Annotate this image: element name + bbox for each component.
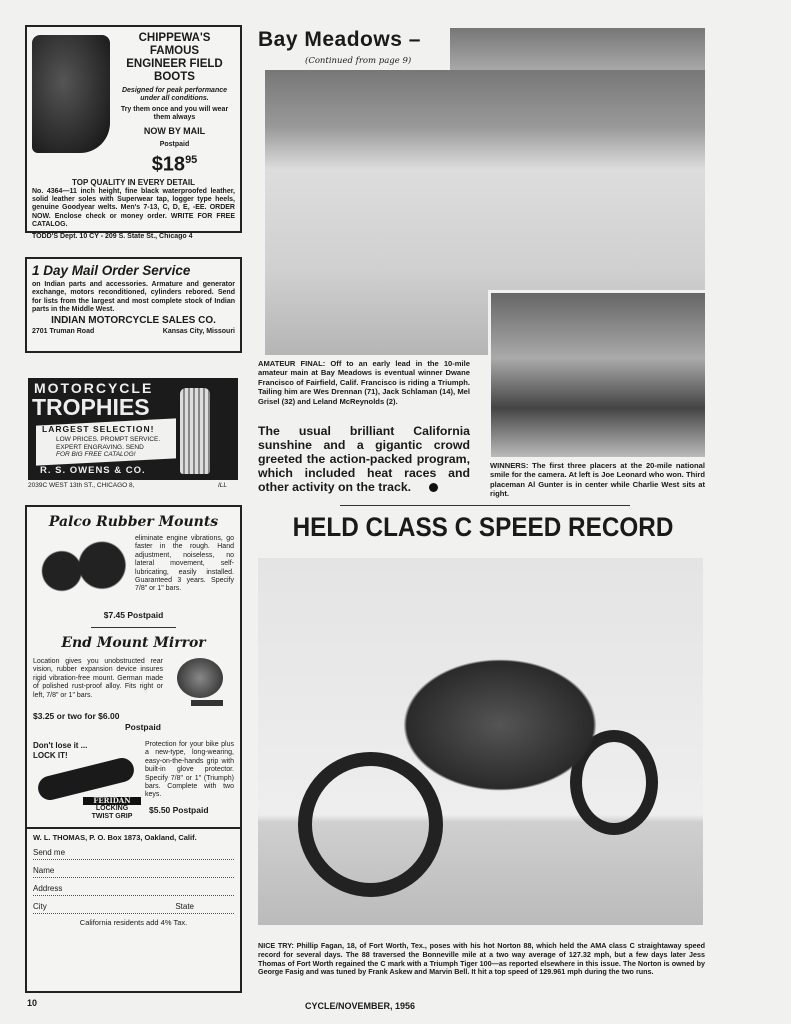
rubber-mounts-image — [33, 535, 129, 607]
form-label: Send me — [33, 848, 66, 857]
end-mark — [429, 483, 438, 492]
divider — [91, 627, 176, 628]
ad-body: on Indian parts and accessories. Armature and generator exchange, motors reconditioned, cylinders rebored. Send for lists from the largest and most complete stock of Indian parts in the Middle West. — [32, 281, 235, 314]
chippewa-boots-ad — [25, 25, 242, 240]
ad-headline: Don't lose it ... LOCK IT! — [33, 741, 88, 760]
form-field-send-me[interactable] — [33, 842, 234, 860]
article-title: Bay Meadows – — [258, 28, 421, 51]
form-label: City — [33, 902, 47, 911]
ad-body: Protection for your bike plus a new-type, long-wearing, easy-on-the-hands grip with built-in glove protector. Specify 7/8" or 1" (Triumph) bars. Complete with two keys. — [145, 741, 234, 799]
form-field-name[interactable] — [33, 860, 234, 878]
ad-ribbon: LARGEST SELECTION! — [42, 424, 155, 434]
photo-caption: AMATEUR FINAL: Off to an early lead in the 10-mile amateur main at Bay Meadows is eventual winner Dwane Francisco of Fairfield, Calif. Francisco is riding a Triumph. Tailing him are Wes Drennan (71), Jack Schlaman (14), Mel Grisel (32) and Leland McReynolds (2). — [258, 359, 470, 406]
ad-price: $7.45 Postpaid — [103, 610, 164, 620]
ad-address: TODD'S Dept. 10 CY - 209 S. State St., Chicago 4 — [32, 232, 193, 240]
grip-name: TWIST GRIP — [91, 813, 133, 820]
indian-parts-ad — [25, 257, 242, 353]
ad-address: W. L. THOMAS, P. O. Box 1873, Oakland, Calif. — [33, 833, 197, 842]
ad-body: No. 4364—11 inch height, fine black waterproofed leather, solid leather soles with Superwear tap, logger type heels, genuine Goodyear welts. Men's 7-13, C, D, E, -EE. ORDER NOW. Enclose check or money order. WRITE FOR FREE CATALOG. — [32, 187, 235, 229]
ad-title: CHIPPEWA'S FAMOUS — [138, 32, 211, 57]
ad-city: Kansas City, Missouri — [162, 327, 235, 335]
ad-body: FOR BIG FREE CATALOG! — [56, 451, 136, 458]
motorcycle-body — [390, 650, 610, 800]
ad-body: Location gives you unobstructed rear vision, rubber expansion device insures rigid vibration-free mount. German made of polished rust-proof alloy. Fits right or left, 7/8" or 1" bars. — [33, 658, 163, 699]
ad-price: $5.50 Postpaid — [149, 804, 209, 815]
magazine-footer: CYCLE/NOVEMBER, 1956 — [305, 1001, 416, 1011]
ad-tagline: Designed for peak performance under all conditions. — [121, 87, 228, 102]
ad-postpaid: Postpaid — [159, 141, 190, 148]
form-field-address[interactable] — [33, 878, 234, 896]
winners-photo — [488, 290, 705, 457]
ad-title: TROPHIES — [32, 394, 150, 420]
form-label: Name — [33, 866, 55, 875]
ad-address: 2039C WEST 13th ST., CHICAGO 8, — [28, 482, 135, 489]
photo-caption: WINNERS: The first three placers at the 20-mile national smile for the camera. At left is Joe Leonard who won. Third placeman Al Gunter is in center while Charlie West sits at right. — [490, 461, 705, 499]
ad-tagline: Try them once and you will wear them always — [120, 106, 229, 121]
ad-price: $3.25 or two for $6.00 — [33, 711, 120, 721]
ad-title: 1 Day Mail Order Service — [32, 263, 191, 278]
continued-note: (Continued from page 9) — [305, 56, 412, 66]
trophies-ad — [28, 378, 238, 494]
race-photo-amateur-final — [450, 28, 705, 72]
divider — [340, 505, 630, 506]
ad-price — [114, 149, 235, 176]
form-field-city-state[interactable] — [33, 896, 234, 914]
grip-name: LOCKING — [95, 805, 129, 812]
form-label: Address — [33, 884, 63, 893]
page-number: 10 — [27, 998, 38, 1008]
price-dollars: $18 — [151, 153, 186, 176]
article-body-block — [258, 424, 470, 494]
form-label: State — [175, 902, 194, 911]
ad-company: R. S. OWENS & CO. — [40, 465, 146, 476]
ad-now-by-mail: NOW BY MAIL — [143, 126, 206, 136]
ad-tax-note: California residents add 4% Tax. — [79, 918, 188, 927]
ad-title: Palco Rubber Mounts — [48, 514, 219, 530]
ad-company: INDIAN MOTORCYCLE SALES CO. — [51, 314, 216, 326]
trophy-image — [180, 388, 210, 474]
ad-postpaid: Postpaid — [125, 722, 161, 732]
ad-title: MOTORCYCLE — [34, 380, 154, 396]
price-cents: 95 — [185, 154, 198, 166]
ad-state: ILL — [218, 482, 228, 489]
ad-body: EXPERT ENGRAVING. SEND — [56, 443, 144, 451]
ad-subhead: TOP QUALITY IN EVERY DETAIL — [72, 177, 195, 187]
section-headline: HELD CLASS C SPEED RECORD — [292, 512, 674, 542]
ad-body: LOW PRICES. PROMPT SERVICE. — [56, 436, 161, 443]
photo-caption: NICE TRY: Phillip Fagan, 18, of Fort Worth, Tex., poses with his hot Norton 88, which held the AMA class C straightaway speed record for several days. The 88 traversed the Bonneville mile at a two way average of 127.32 mph, but a few days later Jess Thomas of Fort Worth regained the C mark with a Triumph Tiger 100—as reported elsewhere in this issue. The Norton is owned by George Fasig and was tuned by Frank Askew and Marvin Bell. It hit a top speed of 129.961 mph during the two runs. — [258, 941, 705, 977]
thomas-accessories-ad — [25, 505, 242, 993]
ad-title: ENGINEER FIELD BOOTS — [126, 58, 223, 83]
grip-brand: FERIDAN — [83, 797, 141, 805]
ad-body: eliminate engine vibrations, go faster in the rough. Hand adjustment, noiseless, no lateral movement, self-lubricating, easily installed. Guaranteed 3 years. Specify 7/8" or 1" bars. — [135, 535, 234, 593]
ad-street: 2701 Truman Road — [32, 327, 95, 335]
mirror-image — [177, 658, 223, 698]
boot-image — [32, 35, 110, 153]
article-body: The usual brilliant California sunshine and a gigantic crowd greeted the action-packed program, which included heat races and other activity on the track. — [258, 424, 470, 494]
ad-title: End Mount Mirror — [61, 635, 206, 651]
